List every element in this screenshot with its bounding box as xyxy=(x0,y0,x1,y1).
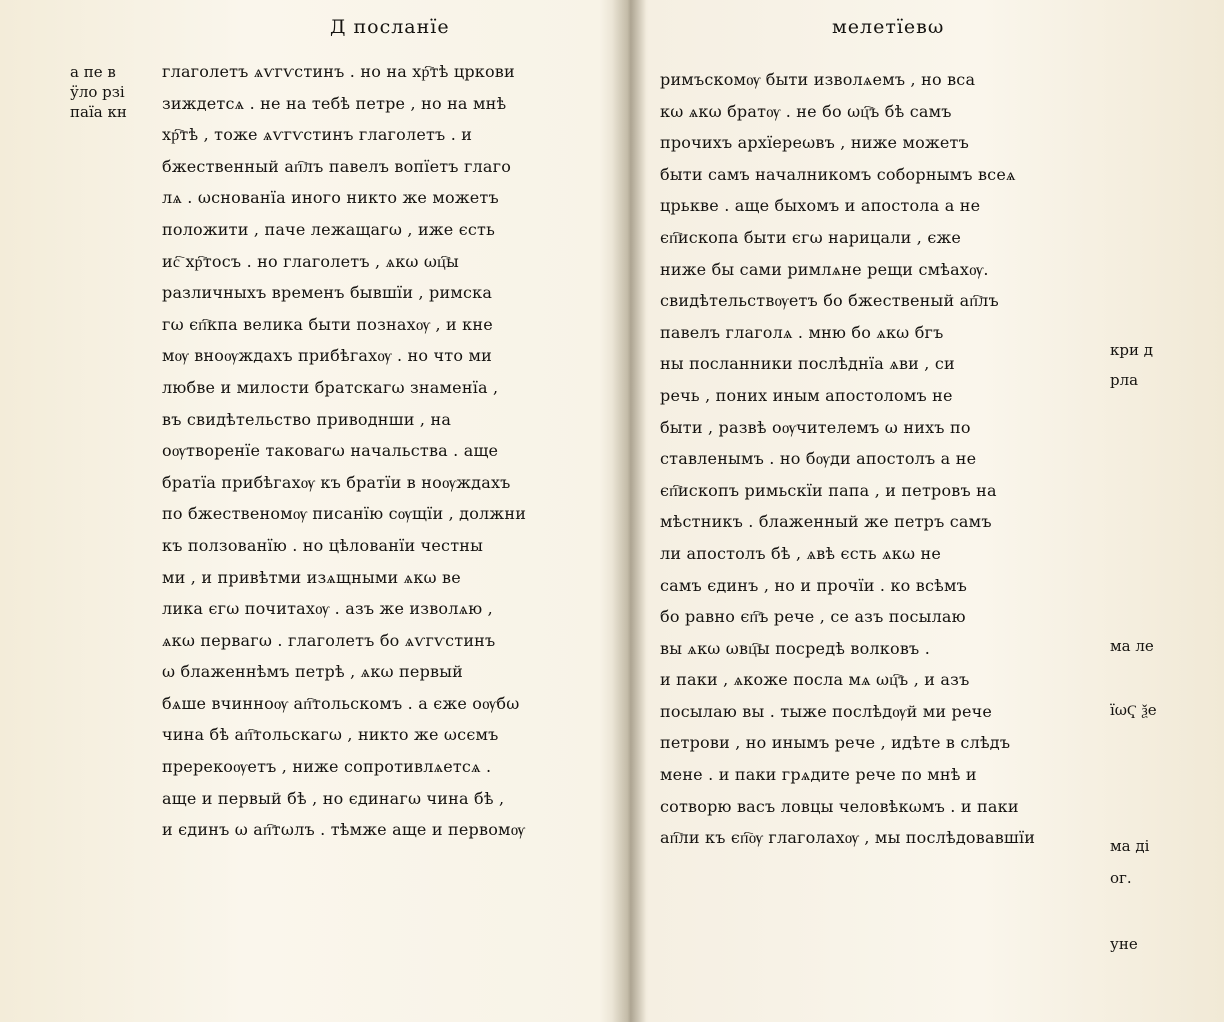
text-line: быти самъ началникомъ соборнымъ всеѧ xyxy=(660,164,1016,184)
text-line: ѧкω первагω . глаголетъ бо ѧѵгѵстинъ xyxy=(162,630,496,650)
text-line: ми , и привѣтми изѧщными ѧкω ве xyxy=(162,567,461,587)
text-line: и паки , ѧкоже посла мѧ ωц҇ъ , и азъ xyxy=(660,670,970,690)
text-line: лика єгω почитахѹ . азъ же изволѧю , xyxy=(162,599,493,619)
text-line: лѧ . ωснованїа иного никто же можетъ xyxy=(162,188,499,208)
text-line: посылаю вы . тыже послѣдѹй ми рече xyxy=(660,701,993,721)
text-line: по бжественомѹ писанїю сѹщїи , должни xyxy=(162,504,527,524)
text-line: кω ѧкω братѹ . не бо ωц҇ъ бѣ самъ xyxy=(660,101,952,121)
text-line: ниже бы сами римлѧне рещи смѣахѹ. xyxy=(660,259,989,279)
text-line: мѣстникъ . блаженный же петръ самъ xyxy=(660,512,992,532)
book-gutter xyxy=(612,0,646,1022)
right-page-header: мелетїевω xyxy=(832,16,945,38)
text-line: мѹ вноѹждахъ прибѣгахѹ . но что ми xyxy=(162,346,492,366)
text-line: прочихъ архїереωвъ , ниже можетъ xyxy=(660,133,969,153)
left-margin-notes xyxy=(70,62,160,122)
text-line: сотворю васъ ловцы человѣкωмъ . и паки xyxy=(660,796,1019,816)
text-line: ап҇ли къ єп҇ѹ глаголахѹ , мы послѣдовавшїи xyxy=(660,828,1036,848)
text-line: бжественный ап҇лъ павелъ вопїетъ глаго xyxy=(162,156,512,176)
text-line: различныхъ временъ бывшїи , римска xyxy=(162,283,493,303)
text-line: любве и милости братскагω знаменїа , xyxy=(162,377,499,397)
margin-note: паїа кн xyxy=(70,103,127,121)
text-line: оѹтворенїе таковагω начальства . аще xyxy=(162,441,499,461)
text-line: єп҇ископъ римьскїи папа , и петровъ на xyxy=(660,480,997,500)
text-line: положити , паче лежащагω , иже єсть xyxy=(162,219,495,239)
text-line: мене . и паки грѧдите рече по мнѣ и xyxy=(660,765,977,785)
text-line: братїа прибѣгахѹ къ братїи в ноѹждахъ xyxy=(162,472,511,492)
margin-note: кри д xyxy=(1110,341,1153,359)
text-line: гω єп҇кпа велика быти познахѹ , и кне xyxy=(162,314,493,334)
text-line: римъскомѹ быти изволѧемъ , но вса xyxy=(660,70,976,89)
text-line: ω блаженнѣмъ петрѣ , ѧкω первый xyxy=(162,662,464,682)
text-line: свидѣтельствѹетъ бо бжественый ап҇лъ xyxy=(660,291,999,311)
text-line: глаголетъ ѧѵгѵстинъ . но на хр҇тѣ цркови xyxy=(162,62,515,81)
margin-note: рла xyxy=(1110,371,1139,389)
text-line: въ свидѣтельство приводнши , на xyxy=(162,409,452,429)
text-line: зиждетсѧ . не на тебѣ петре , но на мнѣ xyxy=(162,93,507,113)
margin-note: ма ле xyxy=(1110,637,1154,655)
text-line: павелъ глаголѧ . мню бо ѧкω бгъ xyxy=(660,322,944,342)
margin-note: ӱло рзі xyxy=(70,83,125,101)
text-line: ли апостолъ бѣ , ѧвѣ єсть ѧкω не xyxy=(660,543,942,563)
text-line: речь , поних иным апостоломъ не xyxy=(660,385,953,405)
margin-note: ог. xyxy=(1110,869,1132,887)
text-line: хр҇тѣ , тоже ѧѵгѵстинъ глаголетъ . и xyxy=(162,125,473,145)
text-line: петрови , но инымъ рече , идѣте в слѣдъ xyxy=(660,733,1011,753)
text-line: црькве . аще быхомъ и апостола а не xyxy=(660,196,981,216)
text-line: бѧше вчинноѹ ап҇тольскомъ . а єже оѹбω xyxy=(162,693,520,713)
text-line: аще и первый бѣ , но єдинагω чина бѣ , xyxy=(162,788,505,808)
text-line: быти , развѣ оѹчителемъ ω нихъ по xyxy=(660,417,971,437)
text-line: вы ѧкω ωвц҇ы посредѣ волковъ . xyxy=(660,638,930,658)
right-page-text xyxy=(660,64,1110,854)
text-line: чина бѣ ап҇тольскагω , никто же ωсємъ xyxy=(162,725,499,745)
text-line: и єдинъ ω ап҇тωлъ . тѣмже аще и первомѹ xyxy=(162,820,525,840)
text-line: пререкоѹетъ , ниже сопротивлѧетсѧ . xyxy=(162,757,492,777)
text-line: бо равно єп҇ъ рече , се азъ посылаю xyxy=(660,607,966,627)
margin-note: а пе в xyxy=(70,63,116,81)
left-page-header: Д посланїе xyxy=(330,16,450,38)
margin-note: ма ді xyxy=(1110,837,1150,855)
margin-note: їωҀ ѯе xyxy=(1110,701,1157,719)
margin-note: уне xyxy=(1110,935,1138,953)
text-line: ны посланники послѣднїа ѧви , си xyxy=(660,354,955,374)
left-page-text xyxy=(162,56,614,846)
text-line: ис҇ хр҇тосъ . но глаголетъ , ѧкω ωц҇ы xyxy=(162,251,459,271)
text-line: ставленымъ . но бѹди апостолъ а не xyxy=(660,449,977,469)
text-line: самъ єдинъ , но и прочїи . ко всѣмъ xyxy=(660,575,968,595)
text-line: къ ползованїю . но цѣлованїи честны xyxy=(162,535,484,555)
text-line: єп҇ископа быти єгω нарицали , єже xyxy=(660,227,962,247)
